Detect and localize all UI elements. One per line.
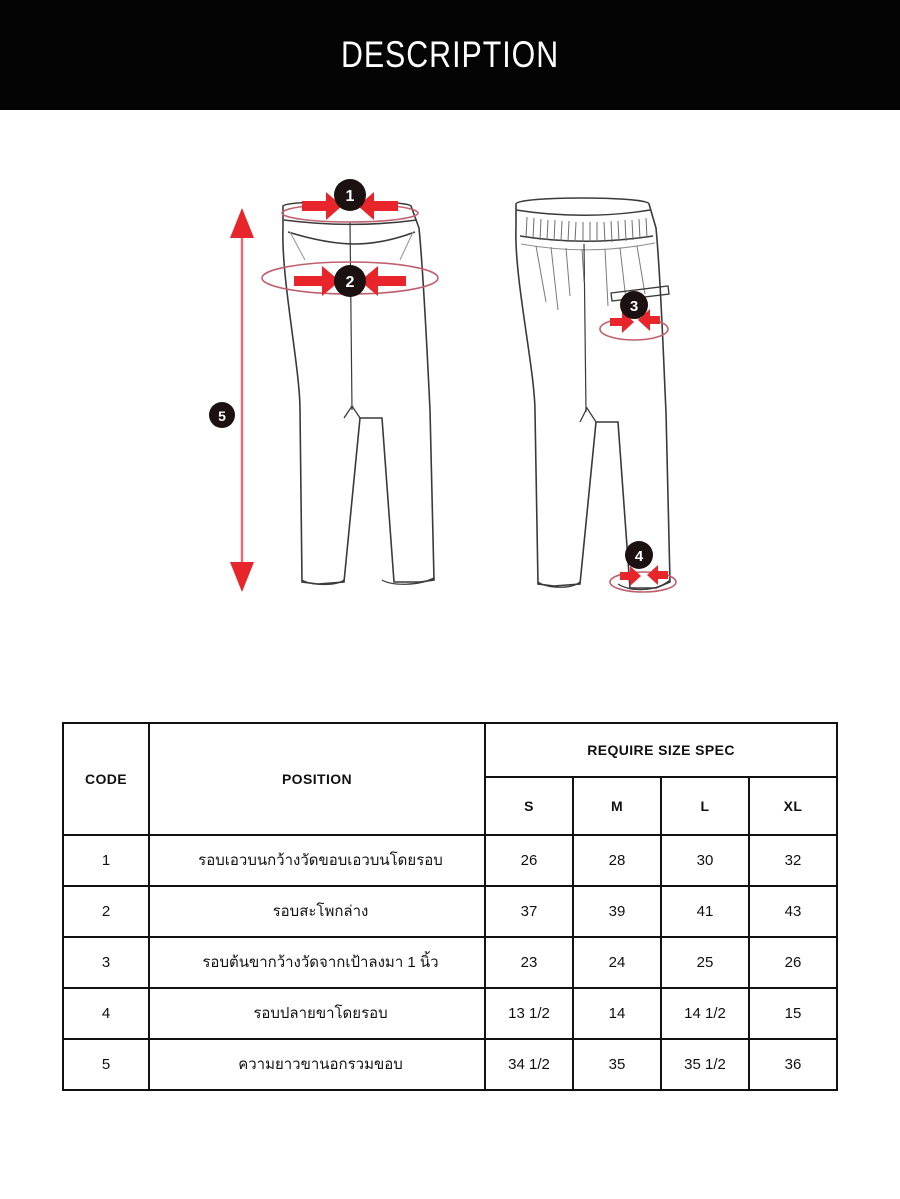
marker-2-label: 2 (345, 274, 355, 291)
cell-position: รอบเอวบนกว้างวัดขอบเอวบนโดยรอบ (149, 835, 485, 886)
cell-code: 2 (63, 886, 149, 937)
cell-size-xl: 26 (749, 937, 837, 988)
outseam-length-arrow (230, 208, 254, 592)
cell-code: 5 (63, 1039, 149, 1090)
cell-code: 1 (63, 835, 149, 886)
leg-opening-arrow-right (647, 565, 668, 585)
cell-size-l: 35 1/2 (661, 1039, 749, 1090)
cell-position: ความยาวขานอกรวมขอบ (149, 1039, 485, 1090)
cell-size-m: 28 (573, 835, 661, 886)
cell-position: รอบต้นขากว้างวัดจากเป้าลงมา 1 นิ้ว (149, 937, 485, 988)
cell-size-s: 34 1/2 (485, 1039, 573, 1090)
header-require-size-spec: REQUIRE SIZE SPEC (485, 723, 837, 777)
diagram-markers (209, 179, 653, 569)
cell-size-m: 35 (573, 1039, 661, 1090)
cell-size-l: 14 1/2 (661, 988, 749, 1039)
leg-opening-arrow-left (620, 566, 641, 586)
cell-size-m: 14 (573, 988, 661, 1039)
header-size-s: S (485, 777, 573, 835)
table-row (63, 835, 837, 886)
table-row (63, 1039, 837, 1090)
marker-4 (625, 541, 653, 569)
cell-size-s: 23 (485, 937, 573, 988)
pants-measurement-diagram (0, 110, 900, 710)
cell-size-l: 41 (661, 886, 749, 937)
length-arrow-head-bottom (230, 562, 254, 592)
cell-size-s: 13 1/2 (485, 988, 573, 1039)
cell-position: รอบปลายขาโดยรอบ (149, 988, 485, 1039)
size-spec-table (62, 722, 838, 1091)
marker-1-label: 1 (345, 188, 355, 205)
cell-size-xl: 32 (749, 835, 837, 886)
header-band (0, 0, 900, 110)
header-position: POSITION (149, 723, 485, 835)
cell-size-xl: 36 (749, 1039, 837, 1090)
cell-size-m: 24 (573, 937, 661, 988)
cell-position: รอบสะโพกล่าง (149, 886, 485, 937)
marker-5-label: 5 (218, 408, 226, 424)
header-size-l: L (661, 777, 749, 835)
cell-code: 4 (63, 988, 149, 1039)
header-size-xl: XL (749, 777, 837, 835)
table-header-row-1 (63, 723, 837, 777)
table-row (63, 937, 837, 988)
cell-size-xl: 15 (749, 988, 837, 1039)
table-row (63, 988, 837, 1039)
table-row (63, 886, 837, 937)
cell-size-s: 37 (485, 886, 573, 937)
cell-size-xl: 43 (749, 886, 837, 937)
header-code: CODE (63, 723, 149, 835)
cell-code: 3 (63, 937, 149, 988)
page-title: DESCRIPTION (340, 34, 560, 75)
marker-3 (620, 291, 648, 319)
marker-5 (209, 402, 235, 428)
header-size-m: M (573, 777, 661, 835)
marker-4-label: 4 (634, 548, 644, 565)
marker-3-label: 3 (629, 298, 639, 315)
cell-size-m: 39 (573, 886, 661, 937)
cell-size-l: 25 (661, 937, 749, 988)
cell-size-l: 30 (661, 835, 749, 886)
marker-2 (334, 265, 366, 297)
cell-size-s: 26 (485, 835, 573, 886)
marker-1 (334, 179, 366, 211)
elastic-gather-lines (526, 217, 647, 242)
back-view (516, 198, 670, 590)
front-view (283, 202, 434, 585)
length-arrow-head-top (230, 208, 254, 238)
